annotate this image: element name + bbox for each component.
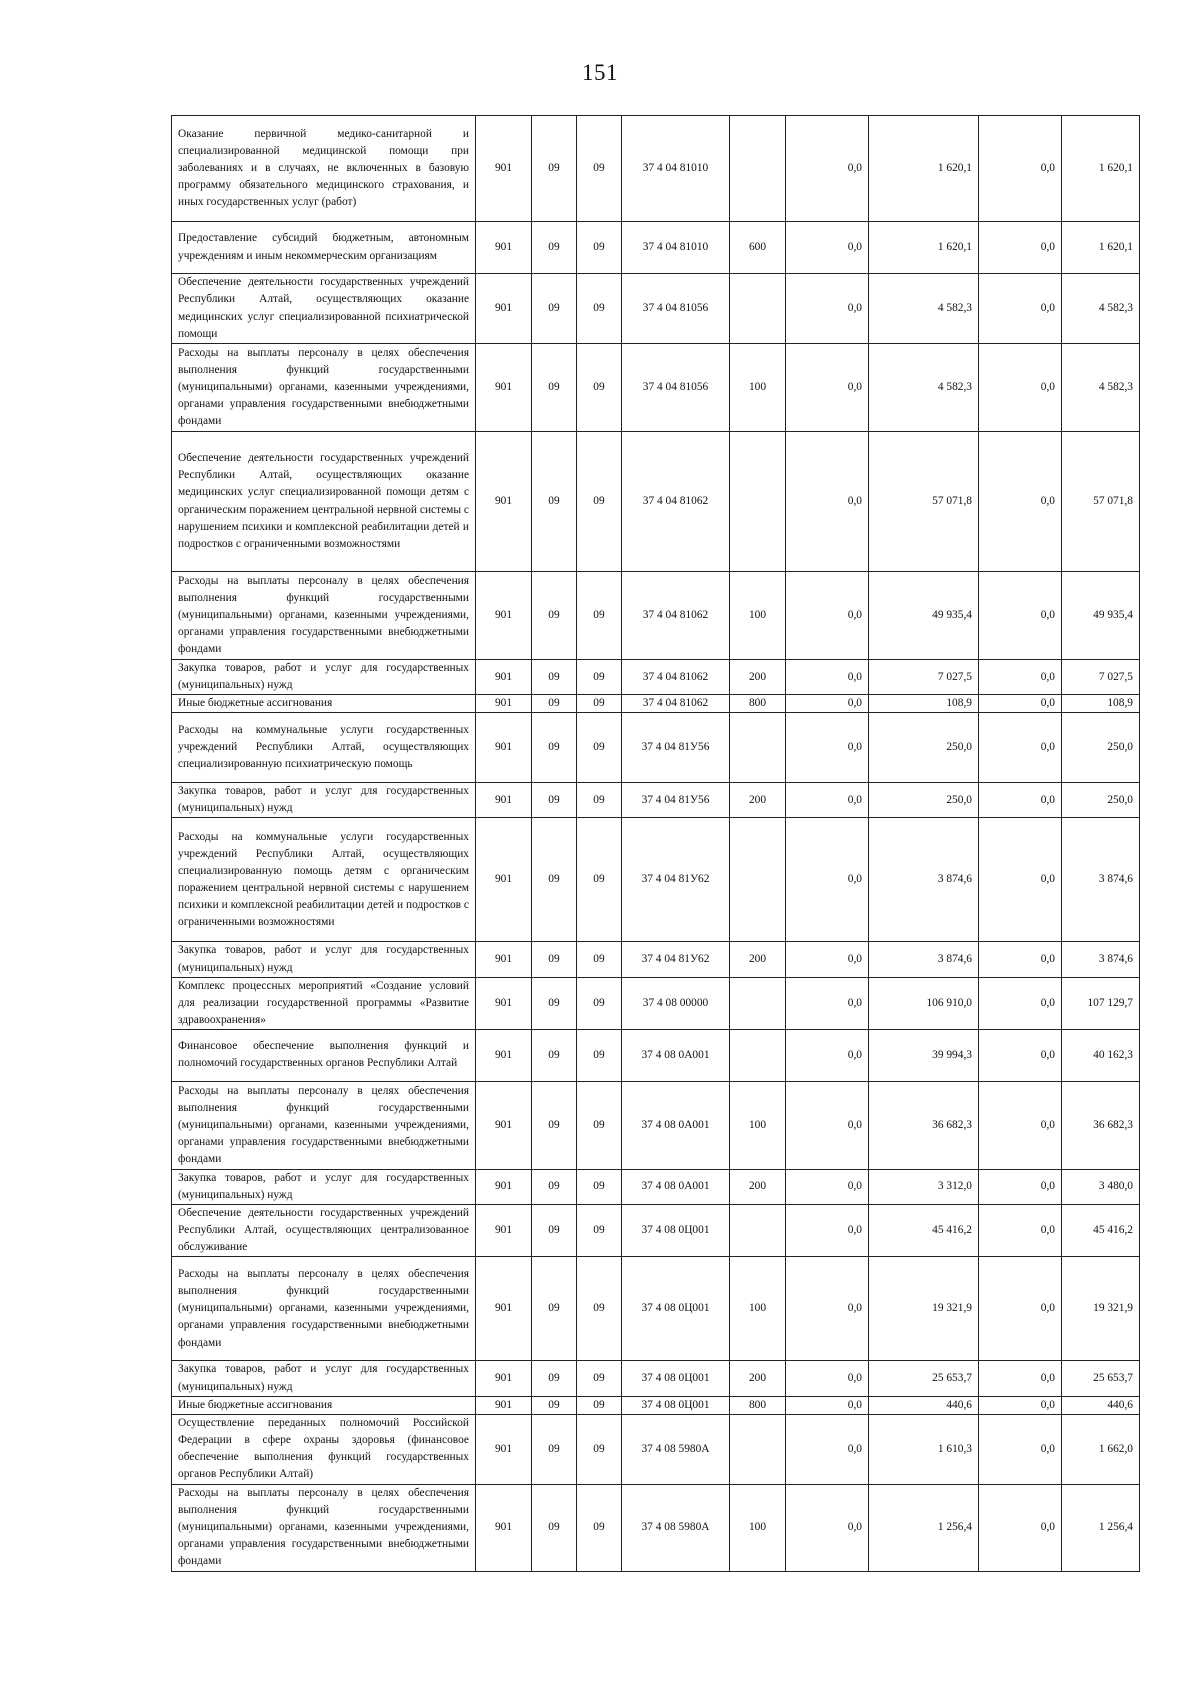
cell-amount-4: 49 935,4: [1062, 572, 1140, 660]
cell-target-article: 37 4 08 00000: [622, 977, 730, 1029]
cell-section: 09: [532, 942, 577, 977]
table-row: [172, 977, 1140, 1029]
cell-amount-3: 0,0: [979, 942, 1062, 977]
cell-amount-4: 36 682,3: [1062, 1081, 1140, 1169]
cell-subsection: 09: [577, 942, 622, 977]
cell-amount-3: 0,0: [979, 432, 1062, 572]
cell-ministry-code: 901: [476, 977, 532, 1029]
table-row: [172, 818, 1140, 942]
cell-amount-4: 40 162,3: [1062, 1029, 1140, 1081]
cell-amount-1: 0,0: [786, 1484, 869, 1571]
cell-expense-type: [730, 1414, 786, 1484]
cell-expense-type: [730, 116, 786, 222]
cell-target-article: 37 4 08 0А001: [622, 1029, 730, 1081]
cell-subsection: 09: [577, 432, 622, 572]
cell-description: Финансовое обеспечение выполнения функций и полномочий государственных органов Республики Алтай: [172, 1029, 476, 1081]
cell-amount-1: 0,0: [786, 713, 869, 783]
table-row: [172, 344, 1140, 432]
cell-amount-3: 0,0: [979, 1081, 1062, 1169]
cell-target-article: 37 4 08 0А001: [622, 1169, 730, 1204]
cell-amount-1: 0,0: [786, 660, 869, 695]
cell-amount-4: 25 653,7: [1062, 1361, 1140, 1396]
cell-section: 09: [532, 1205, 577, 1257]
cell-description: Закупка товаров, работ и услуг для государственных (муниципальных) нужд: [172, 783, 476, 818]
cell-amount-2: 7 027,5: [869, 660, 979, 695]
cell-ministry-code: 901: [476, 1081, 532, 1169]
cell-description: Расходы на выплаты персоналу в целях обеспечения выполнения функций государственными (муниципальными) органами, казенными учреждениями, органами управления государственными внебюджетными фондами: [172, 572, 476, 660]
cell-amount-4: 1 620,1: [1062, 222, 1140, 274]
table-row: [172, 783, 1140, 818]
cell-section: 09: [532, 116, 577, 222]
cell-subsection: 09: [577, 1396, 622, 1414]
page-number: 151: [582, 60, 618, 85]
cell-amount-1: 0,0: [786, 1205, 869, 1257]
cell-expense-type: 100: [730, 1081, 786, 1169]
cell-amount-1: 0,0: [786, 222, 869, 274]
cell-amount-2: 3 874,6: [869, 942, 979, 977]
cell-subsection: 09: [577, 1081, 622, 1169]
cell-amount-4: 4 582,3: [1062, 274, 1140, 344]
table-row: [172, 942, 1140, 977]
cell-amount-1: 0,0: [786, 1169, 869, 1204]
cell-ministry-code: 901: [476, 222, 532, 274]
cell-subsection: 09: [577, 1205, 622, 1257]
cell-amount-2: 19 321,9: [869, 1257, 979, 1361]
cell-ministry-code: 901: [476, 1361, 532, 1396]
cell-section: 09: [532, 432, 577, 572]
cell-section: 09: [532, 713, 577, 783]
table-row: [172, 1396, 1140, 1414]
cell-amount-3: 0,0: [979, 1169, 1062, 1204]
cell-amount-4: 57 071,8: [1062, 432, 1140, 572]
cell-section: 09: [532, 1029, 577, 1081]
cell-target-article: 37 4 04 81062: [622, 432, 730, 572]
cell-expense-type: [730, 818, 786, 942]
cell-ministry-code: 901: [476, 1396, 532, 1414]
table-body: [172, 116, 1140, 1572]
cell-target-article: 37 4 04 81056: [622, 344, 730, 432]
cell-ministry-code: 901: [476, 274, 532, 344]
cell-ministry-code: 901: [476, 1414, 532, 1484]
cell-amount-3: 0,0: [979, 1361, 1062, 1396]
cell-subsection: 09: [577, 818, 622, 942]
cell-description: Комплекс процессных мероприятий «Создание условий для реализации государственной программы «Развитие здравоохранения»: [172, 977, 476, 1029]
cell-subsection: 09: [577, 1169, 622, 1204]
cell-section: 09: [532, 344, 577, 432]
cell-expense-type: [730, 274, 786, 344]
cell-section: 09: [532, 1081, 577, 1169]
cell-amount-4: 3 480,0: [1062, 1169, 1140, 1204]
cell-amount-3: 0,0: [979, 222, 1062, 274]
cell-amount-1: 0,0: [786, 783, 869, 818]
cell-amount-4: 1 256,4: [1062, 1484, 1140, 1571]
cell-description: Расходы на выплаты персоналу в целях обеспечения выполнения функций государственными (муниципальными) органами, казенными учреждениями, органами управления государственными внебюджетными фондами: [172, 1484, 476, 1571]
cell-amount-2: 45 416,2: [869, 1205, 979, 1257]
cell-target-article: 37 4 04 81062: [622, 572, 730, 660]
cell-section: 09: [532, 695, 577, 713]
table-row: [172, 660, 1140, 695]
cell-amount-3: 0,0: [979, 1484, 1062, 1571]
cell-ministry-code: 901: [476, 1169, 532, 1204]
cell-ministry-code: 901: [476, 713, 532, 783]
cell-amount-3: 0,0: [979, 660, 1062, 695]
cell-amount-2: 108,9: [869, 695, 979, 713]
cell-subsection: 09: [577, 695, 622, 713]
cell-subsection: 09: [577, 1029, 622, 1081]
cell-amount-1: 0,0: [786, 432, 869, 572]
cell-target-article: 37 4 04 81У56: [622, 713, 730, 783]
cell-amount-3: 0,0: [979, 818, 1062, 942]
cell-amount-2: 106 910,0: [869, 977, 979, 1029]
cell-amount-2: 1 610,3: [869, 1414, 979, 1484]
cell-amount-2: 4 582,3: [869, 344, 979, 432]
cell-subsection: 09: [577, 1414, 622, 1484]
cell-target-article: 37 4 04 81У56: [622, 783, 730, 818]
cell-amount-3: 0,0: [979, 274, 1062, 344]
cell-amount-4: 250,0: [1062, 713, 1140, 783]
cell-amount-2: 1 620,1: [869, 222, 979, 274]
table-row: [172, 1361, 1140, 1396]
cell-amount-1: 0,0: [786, 572, 869, 660]
cell-description: Расходы на коммунальные услуги государственных учреждений Республики Алтай, осуществляющих специализированную помощь детям с органическим поражением центральной нервной системы с нарушением психики и комплексной реабилитации детей и подростков с ограниченными возможностями: [172, 818, 476, 942]
cell-expense-type: [730, 1205, 786, 1257]
cell-amount-3: 0,0: [979, 572, 1062, 660]
cell-subsection: 09: [577, 713, 622, 783]
cell-target-article: 37 4 04 81010: [622, 222, 730, 274]
table-row: [172, 1257, 1140, 1361]
cell-expense-type: [730, 977, 786, 1029]
cell-section: 09: [532, 1257, 577, 1361]
table-row: [172, 1169, 1140, 1204]
cell-description: Иные бюджетные ассигнования: [172, 1396, 476, 1414]
cell-expense-type: 100: [730, 1484, 786, 1571]
cell-subsection: 09: [577, 344, 622, 432]
cell-section: 09: [532, 1484, 577, 1571]
table-row: [172, 432, 1140, 572]
cell-ministry-code: 901: [476, 1257, 532, 1361]
cell-amount-1: 0,0: [786, 1029, 869, 1081]
cell-section: 09: [532, 1169, 577, 1204]
cell-amount-4: 19 321,9: [1062, 1257, 1140, 1361]
table-row: [172, 1029, 1140, 1081]
cell-amount-1: 0,0: [786, 695, 869, 713]
cell-description: Закупка товаров, работ и услуг для государственных (муниципальных) нужд: [172, 660, 476, 695]
cell-amount-4: 1 662,0: [1062, 1414, 1140, 1484]
cell-section: 09: [532, 1396, 577, 1414]
cell-amount-2: 57 071,8: [869, 432, 979, 572]
cell-amount-1: 0,0: [786, 1257, 869, 1361]
table-row: [172, 572, 1140, 660]
cell-section: 09: [532, 660, 577, 695]
cell-description: Осуществление переданных полномочий Российской Федерации в сфере охраны здоровья (финансовое обеспечение выполнения функций государственных органов Республики Алтай): [172, 1414, 476, 1484]
cell-amount-2: 3 874,6: [869, 818, 979, 942]
cell-description: Расходы на выплаты персоналу в целях обеспечения выполнения функций государственными (муниципальными) органами, казенными учреждениями, органами управления государственными внебюджетными фондами: [172, 1081, 476, 1169]
cell-target-article: 37 4 04 81062: [622, 660, 730, 695]
cell-amount-3: 0,0: [979, 695, 1062, 713]
cell-expense-type: [730, 1029, 786, 1081]
cell-expense-type: 200: [730, 660, 786, 695]
cell-amount-3: 0,0: [979, 713, 1062, 783]
cell-amount-2: 36 682,3: [869, 1081, 979, 1169]
cell-expense-type: 100: [730, 572, 786, 660]
cell-target-article: 37 4 08 0Ц001: [622, 1205, 730, 1257]
cell-amount-4: 3 874,6: [1062, 942, 1140, 977]
cell-description: Закупка товаров, работ и услуг для государственных (муниципальных) нужд: [172, 1169, 476, 1204]
cell-amount-3: 0,0: [979, 783, 1062, 818]
cell-amount-2: 250,0: [869, 783, 979, 818]
cell-amount-3: 0,0: [979, 977, 1062, 1029]
table-row: [172, 1205, 1140, 1257]
cell-amount-4: 107 129,7: [1062, 977, 1140, 1029]
cell-target-article: 37 4 08 5980А: [622, 1414, 730, 1484]
cell-amount-1: 0,0: [786, 1081, 869, 1169]
cell-ministry-code: 901: [476, 432, 532, 572]
cell-ministry-code: 901: [476, 818, 532, 942]
cell-amount-4: 3 874,6: [1062, 818, 1140, 942]
cell-amount-3: 0,0: [979, 1396, 1062, 1414]
cell-section: 09: [532, 818, 577, 942]
cell-amount-2: 440,6: [869, 1396, 979, 1414]
cell-amount-3: 0,0: [979, 1029, 1062, 1081]
cell-subsection: 09: [577, 977, 622, 1029]
cell-subsection: 09: [577, 1484, 622, 1571]
cell-target-article: 37 4 04 81010: [622, 116, 730, 222]
cell-subsection: 09: [577, 1361, 622, 1396]
cell-target-article: 37 4 04 81056: [622, 274, 730, 344]
cell-amount-3: 0,0: [979, 1414, 1062, 1484]
table-row: [172, 1484, 1140, 1571]
cell-section: 09: [532, 977, 577, 1029]
cell-expense-type: 800: [730, 695, 786, 713]
cell-subsection: 09: [577, 660, 622, 695]
cell-expense-type: 200: [730, 783, 786, 818]
cell-amount-4: 1 620,1: [1062, 116, 1140, 222]
table-row: [172, 116, 1140, 222]
cell-description: Расходы на выплаты персоналу в целях обеспечения выполнения функций государственными (муниципальными) органами, казенными учреждениями, органами управления государственными внебюджетными фондами: [172, 1257, 476, 1361]
cell-target-article: 37 4 08 0Ц001: [622, 1257, 730, 1361]
cell-expense-type: [730, 432, 786, 572]
cell-section: 09: [532, 1414, 577, 1484]
cell-description: Предоставление субсидий бюджетным, автономным учреждениям и иным некоммерческим организациям: [172, 222, 476, 274]
table-row: [172, 222, 1140, 274]
cell-amount-2: 4 582,3: [869, 274, 979, 344]
cell-amount-3: 0,0: [979, 1205, 1062, 1257]
cell-description: Обеспечение деятельности государственных учреждений Республики Алтай, осуществляющих оказание медицинских услуг специализированной помощи детям с органическим поражением центральной нервной системы с нарушением психики и комплексной реабилитации детей и подростков с ограниченными возможностями: [172, 432, 476, 572]
cell-expense-type: 600: [730, 222, 786, 274]
cell-amount-1: 0,0: [786, 116, 869, 222]
cell-amount-3: 0,0: [979, 1257, 1062, 1361]
cell-amount-2: 25 653,7: [869, 1361, 979, 1396]
budget-table: [171, 115, 1140, 1572]
cell-target-article: 37 4 04 81062: [622, 695, 730, 713]
cell-amount-2: 49 935,4: [869, 572, 979, 660]
cell-amount-4: 7 027,5: [1062, 660, 1140, 695]
cell-section: 09: [532, 222, 577, 274]
cell-target-article: 37 4 04 81У62: [622, 818, 730, 942]
cell-amount-3: 0,0: [979, 344, 1062, 432]
cell-amount-4: 45 416,2: [1062, 1205, 1140, 1257]
cell-expense-type: 200: [730, 1361, 786, 1396]
cell-ministry-code: 901: [476, 1205, 532, 1257]
cell-expense-type: 200: [730, 1169, 786, 1204]
cell-expense-type: [730, 713, 786, 783]
cell-amount-1: 0,0: [786, 977, 869, 1029]
cell-ministry-code: 901: [476, 695, 532, 713]
cell-amount-2: 39 994,3: [869, 1029, 979, 1081]
cell-subsection: 09: [577, 116, 622, 222]
cell-expense-type: 200: [730, 942, 786, 977]
cell-amount-1: 0,0: [786, 1396, 869, 1414]
cell-ministry-code: 901: [476, 344, 532, 432]
cell-subsection: 09: [577, 572, 622, 660]
cell-description: Обеспечение деятельности государственных учреждений Республики Алтай, осуществляющих централизованное обслуживание: [172, 1205, 476, 1257]
cell-amount-1: 0,0: [786, 1414, 869, 1484]
cell-amount-4: 108,9: [1062, 695, 1140, 713]
cell-amount-4: 4 582,3: [1062, 344, 1140, 432]
cell-section: 09: [532, 274, 577, 344]
cell-amount-1: 0,0: [786, 942, 869, 977]
cell-amount-3: 0,0: [979, 116, 1062, 222]
table-row: [172, 713, 1140, 783]
cell-ministry-code: 901: [476, 942, 532, 977]
cell-amount-2: 3 312,0: [869, 1169, 979, 1204]
table-row: [172, 1081, 1140, 1169]
cell-description: Закупка товаров, работ и услуг для государственных (муниципальных) нужд: [172, 1361, 476, 1396]
cell-subsection: 09: [577, 274, 622, 344]
cell-target-article: 37 4 08 0Ц001: [622, 1396, 730, 1414]
cell-amount-2: 250,0: [869, 713, 979, 783]
cell-expense-type: 100: [730, 344, 786, 432]
cell-description: Иные бюджетные ассигнования: [172, 695, 476, 713]
cell-description: Расходы на выплаты персоналу в целях обеспечения выполнения функций государственными (муниципальными) органами, казенными учреждениями, органами управления государственными внебюджетными фондами: [172, 344, 476, 432]
cell-ministry-code: 901: [476, 1484, 532, 1571]
cell-description: Закупка товаров, работ и услуг для государственных (муниципальных) нужд: [172, 942, 476, 977]
cell-expense-type: 800: [730, 1396, 786, 1414]
cell-amount-2: 1 620,1: [869, 116, 979, 222]
cell-section: 09: [532, 572, 577, 660]
cell-target-article: 37 4 08 0А001: [622, 1081, 730, 1169]
cell-amount-1: 0,0: [786, 344, 869, 432]
cell-target-article: 37 4 08 5980А: [622, 1484, 730, 1571]
cell-description: Обеспечение деятельности государственных учреждений Республики Алтай, осуществляющих оказание медицинских услуг специализированной психиатрической помощи: [172, 274, 476, 344]
cell-amount-1: 0,0: [786, 274, 869, 344]
table-row: [172, 274, 1140, 344]
cell-subsection: 09: [577, 222, 622, 274]
cell-ministry-code: 901: [476, 572, 532, 660]
cell-amount-2: 1 256,4: [869, 1484, 979, 1571]
cell-ministry-code: 901: [476, 1029, 532, 1081]
cell-amount-4: 250,0: [1062, 783, 1140, 818]
table-row: [172, 1414, 1140, 1484]
cell-description: Расходы на коммунальные услуги государственных учреждений Республики Алтай, осуществляющих специализированную психиатрическую помощь: [172, 713, 476, 783]
cell-amount-4: 440,6: [1062, 1396, 1140, 1414]
cell-ministry-code: 901: [476, 660, 532, 695]
cell-amount-1: 0,0: [786, 818, 869, 942]
cell-target-article: 37 4 04 81У62: [622, 942, 730, 977]
cell-subsection: 09: [577, 783, 622, 818]
cell-section: 09: [532, 783, 577, 818]
cell-subsection: 09: [577, 1257, 622, 1361]
table-row: [172, 695, 1140, 713]
cell-ministry-code: 901: [476, 783, 532, 818]
cell-expense-type: 100: [730, 1257, 786, 1361]
cell-target-article: 37 4 08 0Ц001: [622, 1361, 730, 1396]
cell-ministry-code: 901: [476, 116, 532, 222]
cell-section: 09: [532, 1361, 577, 1396]
cell-amount-1: 0,0: [786, 1361, 869, 1396]
cell-description: Оказание первичной медико-санитарной и специализированной медицинской помощи при заболеваниях и в случаях, не включенных в базовую программу обязательного медицинского страхования, и иных государственных услуг (работ): [172, 116, 476, 222]
